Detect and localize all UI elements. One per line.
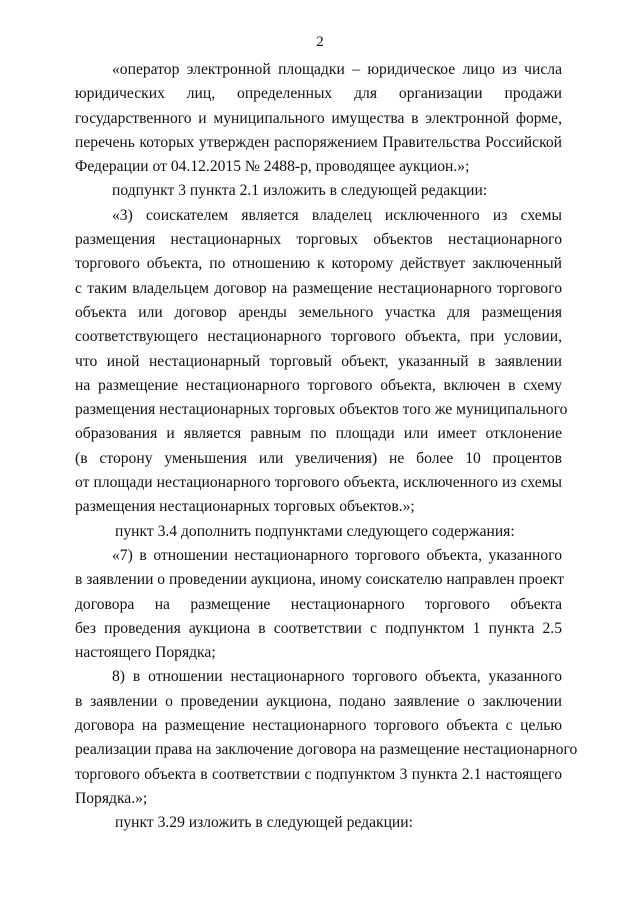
paragraph-3-line-8: на размещение нестационарного торгового объекта, включен в схему [75, 376, 562, 394]
paragraph-5-line-4: без проведения аукциона в соответствии с подпунктом 1 пункта 2.5 [75, 619, 562, 637]
paragraph-4-line-1: пункт 3.4 дополнить подпунктами следующего содержания: [115, 522, 515, 540]
paragraph-3-line-11: (в сторону уменьшения или увеличения) не более 10 процентов [75, 449, 562, 467]
paragraph-5-line-2: в заявлении о проведении аукциона, иному соискателю направлен проект [75, 571, 564, 589]
paragraph-3-line-1: «3) соискателем является владелец исключенного из схемы [112, 206, 562, 224]
paragraph-6-line-3: договора на размещение нестационарного торгового объекта с целью [75, 717, 562, 735]
paragraph-1-line-3: государственного и муниципального имущества в электронной форме, [75, 109, 562, 127]
paragraph-3-line-6: соответствующего нестационарного торгового объекта, при условии, [75, 328, 562, 346]
paragraph-5-line-1: «7) в отношении нестационарного торгового объекта, указанного [112, 546, 562, 564]
paragraph-3-line-5: объекта или договор аренды земельного участка для размещения [75, 303, 562, 321]
document-body [75, 58, 578, 836]
paragraph-1-line-4: перечень которых утвержден распоряжением Правительства Российской [75, 133, 562, 151]
paragraph-6-line-5: торгового объекта в соответствии с подпунктом 3 пункта 2.1 настоящего [75, 765, 562, 783]
paragraph-6-line-4: реализации права на заключение договора на размещение нестационарного [75, 741, 578, 759]
paragraph-3-line-12: от площади нестационарного торгового объекта, исключенного из схемы [75, 474, 562, 492]
paragraph-5-line-3: договора на размещение нестационарного торгового объекта [75, 595, 562, 613]
paragraph-6-line-2: в заявлении о проведении аукциона, подано заявление о заключении [75, 692, 562, 710]
paragraph-3-line-9: размещения нестационарных торговых объектов того же муниципального [75, 401, 568, 419]
paragraph-1-line-5: Федерации от 04.12.2015 № 2488-р, проводящее аукцион.»; [75, 158, 470, 176]
paragraph-6-line-6: Порядка.»; [75, 789, 148, 807]
page-number: 2 [316, 34, 324, 50]
paragraph-1-line-1: «оператор электронной площадки – юридическое лицо из числа [112, 61, 562, 78]
paragraph-5-line-5: настоящего Порядка; [75, 644, 216, 662]
paragraph-3-line-13: размещения нестационарных торговых объектов.»; [75, 498, 415, 516]
paragraph-7-line-1: пункт 3.29 изложить в следующей редакции: [115, 814, 413, 832]
paragraph-6-line-1: 8) в отношении нестационарного торгового объекта, указанного [112, 668, 562, 686]
paragraph-1-line-2: юридических лиц, определенных для организации продажи [75, 85, 562, 103]
paragraph-3-line-7: что иной нестационарный торговый объект, указанный в заявлении [75, 352, 562, 370]
paragraph-3-line-2: размещения нестационарных торговых объектов нестационарного [75, 231, 562, 249]
paragraph-2-line-1: подпункт 3 пункта 2.1 изложить в следующей редакции: [112, 182, 488, 200]
paragraph-3-line-10: образования и является равным по площади или имеет отклонение [75, 425, 562, 443]
paragraph-3-line-3: торгового объекта, по отношению к которому действует заключенный [75, 255, 562, 273]
paragraph-3-line-4: с таким владельцем договор на размещение нестационарного торгового [75, 279, 562, 297]
